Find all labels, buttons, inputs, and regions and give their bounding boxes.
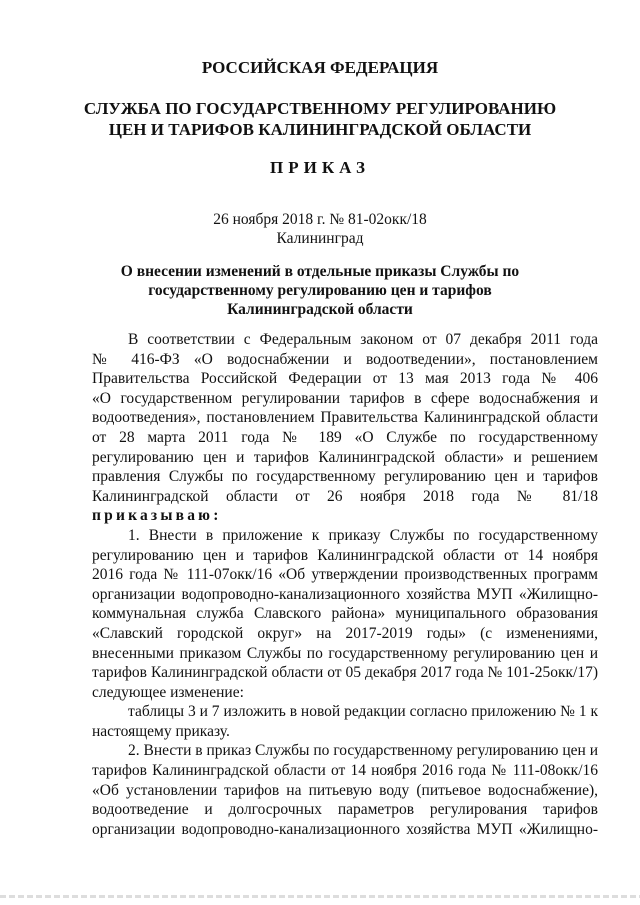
subject-line-2: государственному регулированию цен и тарифов bbox=[148, 282, 492, 299]
agency-heading-line-2: ЦЕН И ТАРИФОВ КАЛИНИНГРАДСКОЙ ОБЛАСТИ bbox=[108, 120, 532, 139]
country-heading: РОССИЙСКАЯ ФЕДЕРАЦИЯ bbox=[201, 58, 439, 77]
body-line: Калининградской области от 26 ноября 2018 года № 81/18 bbox=[92, 487, 598, 505]
body-line: таблицы 3 и 7 изложить в новой редакции согласно приложению № 1 к bbox=[128, 703, 598, 721]
body-line: Правительства Российской Федерации от 13 мая 2013 года № 406 bbox=[92, 370, 598, 388]
body-line: организации водопроводно-канализационного хозяйства МУП «Жилищно- bbox=[92, 585, 598, 603]
document-type: ПРИКАЗ bbox=[270, 158, 370, 177]
body-line: № 416-ФЗ «О водоснабжении и водоотведении», постановлением bbox=[92, 350, 598, 368]
agency-heading bbox=[0, 98, 640, 140]
body-line: регулированию цен и тарифов Калининградской области» и решением bbox=[92, 448, 598, 466]
date-and-number-block bbox=[0, 210, 640, 248]
body-line: «О государственном регулировании тарифов в сфере водоснабжения и bbox=[92, 389, 598, 407]
body-line: 2016 года № 111-07окк/16 «Об утверждении производственных программ bbox=[92, 566, 598, 584]
document-body bbox=[92, 330, 598, 839]
body-line: 1. Внести в приложение к приказу Службы по государственному bbox=[128, 526, 598, 544]
subject-line-3: Калининградской области bbox=[227, 301, 413, 318]
date-number: 26 ноября 2018 г. № 81-02окк/18 bbox=[213, 211, 427, 228]
body-line: правления Службы по государственному регулированию цен и тарифов bbox=[92, 468, 598, 486]
document-subject bbox=[0, 262, 640, 319]
subject-line-1: О внесении изменений в отдельные приказы Службы по bbox=[120, 263, 520, 280]
body-line: регулированию цен и тарифов Калининградской области от 14 ноября bbox=[92, 546, 598, 564]
body-line: от 28 марта 2011 года № 189 «О Службе по государственному bbox=[92, 428, 598, 446]
body-line: «Славский городской округ» на 2017-2019 годы» (с изменениями, bbox=[92, 624, 598, 642]
body-line: внесенными приказом Службы по государственному регулированию цен и bbox=[92, 644, 598, 662]
agency-heading-line-1: СЛУЖБА ПО ГОСУДАРСТВЕННОМУ РЕГУЛИРОВАНИЮ bbox=[83, 99, 557, 118]
order-word: приказываю: bbox=[92, 507, 222, 525]
body-line: тарифов Калининградской области от 05 декабря 2017 года № 101-25окк/17) bbox=[92, 664, 598, 682]
body-line: водоотведения», постановлением Правительства Калининградской области bbox=[92, 409, 598, 427]
body-line: В соответствии с Федеральным законом от 07 декабря 2011 года bbox=[128, 331, 598, 348]
body-line: настоящему приказу. bbox=[92, 722, 230, 740]
scan-edge-artifact bbox=[0, 895, 640, 898]
body-line: водоотведение и долгосрочных параметров регулирования тарифов bbox=[92, 801, 598, 819]
body-line: коммунальная служба Славского района» муниципального образования bbox=[92, 605, 598, 623]
body-line: 2. Внести в приказ Службы по государственному регулированию цен и bbox=[128, 742, 598, 760]
city: Калининград bbox=[276, 230, 364, 247]
body-line: организации водопроводно-канализационного хозяйства МУП «Жилищно- bbox=[92, 820, 598, 838]
body-line: тарифов Калининградской области от 14 ноября 2016 года № 111-08окк/16 bbox=[92, 762, 598, 780]
body-line: «Об установлении тарифов на питьевую воду (питьевое водоснабжение), bbox=[92, 781, 598, 799]
body-line: следующее изменение: bbox=[92, 683, 244, 701]
